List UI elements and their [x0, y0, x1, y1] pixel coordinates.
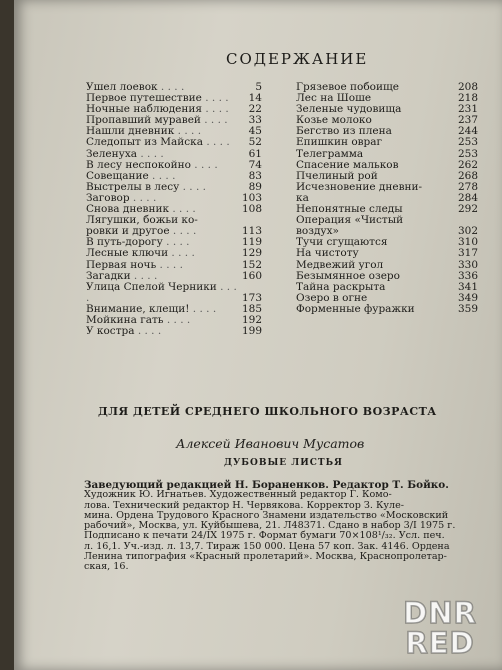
toc-entry-title: Козье молоко — [296, 114, 372, 127]
toc-entry — [86, 215, 262, 237]
toc-entry-page: 33 — [248, 114, 262, 127]
toc-entry-page: 61 — [248, 147, 262, 160]
toc-entry-title: Епишкин овраг — [296, 136, 383, 149]
imprint-line: Художник Ю. Игнатьев. Художественный редактор Г. Комо- — [84, 489, 392, 501]
toc-entry-title: Озеро в огне — [296, 291, 368, 304]
toc-entry-title: Совещание . . . . — [86, 171, 240, 182]
toc-entry-page: 317 — [457, 247, 478, 260]
toc-entry-title: Первое путешествие . . . . — [86, 93, 240, 104]
toc-entry — [296, 182, 478, 204]
toc-entry-page: 310 — [457, 236, 478, 249]
toc-entry-page: 244 — [457, 125, 478, 138]
toc-entry-title: Пропавший муравей . . . . — [86, 115, 240, 126]
imprint-line: лова. Технический редактор Н. Червякова. Корректор З. Куле- — [84, 499, 405, 511]
toc-entry-title: Непонятные следы — [296, 203, 403, 216]
toc-entry-page: 192 — [241, 313, 262, 326]
toc-entry-title: Нашли дневник . . . . — [86, 126, 240, 137]
toc-entry-page: 218 — [457, 92, 478, 105]
toc-entry-page: 119 — [241, 236, 262, 249]
toc-entry-page: 330 — [457, 258, 478, 271]
toc-entry-page: 22 — [248, 103, 262, 116]
toc-entry-page: 185 — [241, 302, 262, 315]
toc-entry-title: Загадки . . . . — [86, 271, 240, 282]
toc-entry-page: 103 — [241, 191, 262, 204]
toc-entry — [296, 215, 478, 237]
toc-entry — [86, 260, 262, 271]
toc-entry-title: Форменные фуражки — [296, 302, 415, 315]
toc-entry-title: Медвежий угол — [296, 258, 384, 271]
toc-entry-page: 253 — [457, 147, 478, 160]
imprint-line: Ленина типография «Красный пролетарий». Москва, Краснопролетар- — [84, 551, 447, 563]
toc-entry-title: Следопыт из Майска . . . . — [86, 137, 240, 148]
toc-entry-title: Зеленые чудовища — [296, 103, 402, 116]
imprint-line: Подписано к печати 24/IX 1975 г. Формат бумаги 70×108¹/₃₂. Усл. печ. — [84, 530, 445, 542]
imprint-line: л. 16,1. Уч.-изд. л. 13,7. Тираж 150 000. Цена 57 коп. Зак. 4146. Ордена — [84, 540, 450, 552]
toc-entry-page: 108 — [241, 203, 262, 216]
toc-entry-title: Зеленуха . . . . — [86, 149, 240, 160]
book-title: ДУБОВЫЕ ЛИСТЬЯ — [224, 458, 343, 468]
toc-entry-page: 231 — [457, 103, 478, 116]
toc-entry-title: Улица Спелой Черники . . . . — [86, 282, 240, 304]
toc-entry-page: 278 284 — [457, 180, 478, 204]
toc-entry-title: Лес на Шоше — [296, 92, 372, 105]
toc-entry-title: Бегство из плена — [296, 125, 392, 138]
toc-entry — [86, 149, 262, 160]
toc-left-column — [86, 82, 262, 337]
toc-entry-title: Лягушки, божьи ко- ровки и другое . . . . — [86, 215, 240, 237]
toc-entry-page: 129 — [241, 247, 262, 260]
toc-entry-page: 268 — [457, 169, 478, 182]
toc-entry — [86, 248, 262, 259]
toc-entry-page: 336 — [457, 269, 478, 282]
toc-entry-title: Ночные наблюдения . . . . — [86, 104, 240, 115]
toc-entry-title: В путь-дорогу . . . . — [86, 237, 240, 248]
toc-entry-title: Первая ночь . . . . — [86, 260, 240, 271]
toc-entry-title: Исчезновение дневни- ка — [296, 180, 423, 204]
toc-entry-title: Грязевое побоище — [296, 81, 399, 93]
watermark-logo: DNR RED — [403, 596, 477, 660]
toc-entry-page: 113 — [241, 225, 262, 238]
toc-entry-title: Заговор . . . . — [86, 193, 240, 204]
toc-entry-page: 83 — [248, 169, 262, 182]
toc-entry — [86, 137, 262, 148]
toc-entry-title: У костра . . . . — [86, 326, 240, 337]
toc-entry-title: Тайна раскрыта — [296, 280, 386, 293]
toc-entry-page: 160 — [241, 269, 262, 282]
toc-entry-page: 341 — [457, 280, 478, 293]
imprint-line: Заведующий редакцией Н. Бораненков. Редактор Т. Бойко. — [84, 479, 449, 491]
toc-entry-title: Тучи сгущаются — [296, 236, 388, 249]
toc-entry — [86, 282, 262, 304]
toc-entry — [86, 326, 262, 337]
toc-entry-page: 292 — [457, 203, 478, 216]
toc-entry — [296, 304, 478, 315]
toc-entry-title: Мойкина гать . . . . — [86, 315, 240, 326]
toc-entry-title: Выстрелы в лесу . . . . — [86, 182, 240, 193]
imprint-line: ская, 16. — [84, 561, 129, 573]
book-page — [14, 0, 502, 670]
toc-entry-page: 208 — [457, 81, 478, 93]
toc-entry-page: 173 — [241, 291, 262, 304]
toc-entry-title: В лесу неспокойно . . . . — [86, 160, 240, 171]
toc-entry-page: 45 — [248, 125, 262, 138]
toc-entry-title: Спасение мальков — [296, 158, 399, 171]
toc-entry-page: 74 — [248, 158, 262, 171]
toc-entry — [296, 260, 478, 271]
toc-entry — [296, 248, 478, 259]
toc-entry-page: 359 — [457, 302, 478, 315]
toc-right-column — [296, 82, 478, 315]
toc-entry-title: Лесные ключи . . . . — [86, 248, 240, 259]
toc-entry-title: Внимание, клещи! . . . . — [86, 304, 240, 315]
toc-entry-page: 302 — [457, 225, 478, 238]
toc-entry — [296, 149, 478, 160]
toc-entry-title: Пчелиный рой — [296, 169, 378, 182]
toc-entry-page: 152 — [241, 258, 262, 271]
series-label: ДЛЯ ДЕТЕЙ СРЕДНЕГО ШКОЛЬНОГО ВОЗРАСТА — [98, 405, 437, 418]
author-name: Алексей Иванович Мусатов — [176, 436, 365, 451]
toc-entry — [296, 137, 478, 148]
imprint-block — [84, 480, 484, 573]
toc-entry-page: 89 — [248, 180, 262, 193]
toc-entry-page: 253 — [457, 136, 478, 149]
toc-entry-title: На чистоту — [296, 247, 359, 260]
toc-entry-page: 199 — [241, 325, 262, 338]
toc-entry-title: Безымянное озеро — [296, 269, 400, 282]
page-title: СОДЕРЖАНИЕ — [226, 50, 369, 68]
toc-entry-page: 5 — [255, 81, 262, 93]
toc-entry-title: Снова дневник . . . . — [86, 204, 240, 215]
toc-entry-title: Ушел лоевок . . . . — [86, 82, 240, 93]
toc-entry-page: 14 — [248, 92, 262, 105]
toc-entry-title: Операция «Чистый воздух» — [296, 214, 404, 238]
toc-entry-title: Телеграмма — [296, 147, 364, 160]
imprint-line: мина. Ордена Трудового Красного Знамени издательство «Московский — [84, 509, 449, 521]
toc-entry-page: 237 — [457, 114, 478, 127]
toc-entry-page: 262 — [457, 158, 478, 171]
toc-entry-page: 349 — [457, 291, 478, 304]
toc-entry-page: 52 — [248, 136, 262, 149]
imprint-line: рабочий», Москва, ул. Куйбышева, 21. Л48371. Сдано в набор 3/I 1975 г. — [84, 520, 456, 532]
